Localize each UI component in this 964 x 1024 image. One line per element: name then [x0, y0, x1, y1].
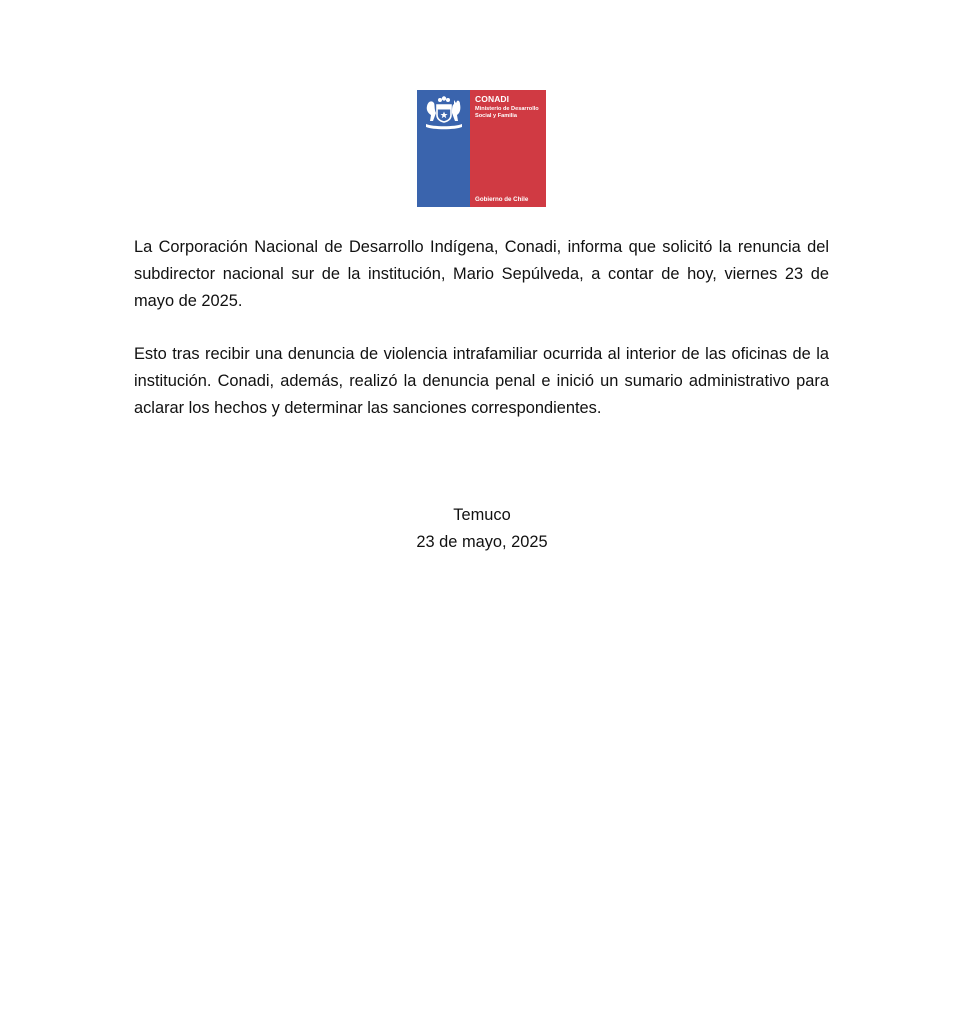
chile-coat-of-arms-icon — [423, 94, 465, 130]
signature-date: 23 de mayo, 2025 — [416, 533, 548, 551]
logo-blue-panel — [417, 90, 470, 207]
logo-subtitle: Ministerio de Desarrollo Social y Familia — [475, 106, 539, 119]
body-paragraph-1: La Corporación Nacional de Desarrollo Indígena, Conadi, informa que solicitó la renuncia del subdirector nacional sur de la institución, Mario Sepúlveda, a contar de hoy, viernes 23 de mayo de 2025. — [134, 238, 829, 310]
body-paragraph-2: Esto tras recibir una denuncia de violencia intrafamiliar ocurrida al interior de las oficinas de la institución. Conadi, además, realizó la denuncia penal e inició un sumario administrativo para aclarar los hechos y determinar las sanciones correspondientes. — [134, 345, 829, 417]
logo-footer: Gobierno de Chile — [475, 196, 529, 203]
conadi-logo — [417, 90, 546, 207]
signature-city: Temuco — [453, 506, 511, 524]
logo-red-panel — [470, 90, 546, 207]
logo-title: CONADI — [475, 94, 510, 104]
